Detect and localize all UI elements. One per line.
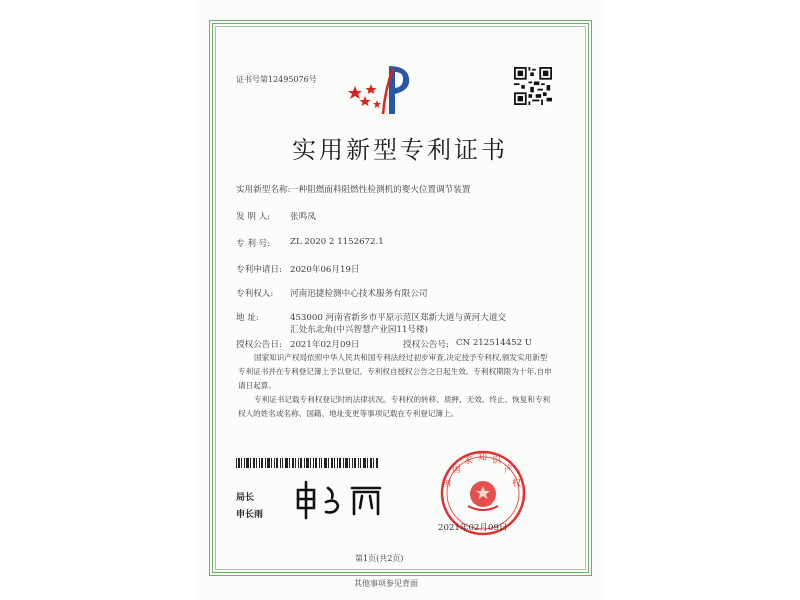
director-signature-icon bbox=[292, 480, 388, 520]
barcode-icon bbox=[236, 458, 378, 468]
certificate-title: 实用新型专利证书 bbox=[292, 136, 508, 164]
grant-number-label: 授权公告号: bbox=[403, 340, 449, 350]
filing-date-label: 专利申请日: bbox=[236, 265, 282, 275]
svg-text:国: 国 bbox=[442, 479, 452, 489]
director-title: 局长 bbox=[236, 493, 255, 503]
inventor-label: 发 明 人: bbox=[236, 212, 271, 222]
patent-number-label: 专 利 号: bbox=[236, 239, 271, 249]
legal-status-paragraph: 专利证书记载专利权登记时的法律状况。专利权的转移、质押、无效、终止、恢复和专利权人的姓名或名称、国籍、地址变更等事项记载在专利登记簿上。 bbox=[238, 395, 551, 418]
patent-number-value: ZL 2020 2 1152672.1 bbox=[290, 237, 384, 247]
filing-date-value: 2020年06月19日 bbox=[290, 265, 360, 275]
svg-text:产: 产 bbox=[504, 465, 514, 475]
utility-name-value: 一种阻燃面料阻燃性检测机的婴火位置调节装置 bbox=[290, 185, 471, 195]
svg-text:识: 识 bbox=[492, 456, 502, 466]
grant-date-value: 2021年02月09日 bbox=[290, 340, 360, 350]
seal-date: 2021年02月09日 bbox=[438, 523, 508, 533]
svg-text:知: 知 bbox=[478, 453, 488, 463]
utility-name-label: 实用新型名称: bbox=[236, 185, 291, 195]
certificate-number: 证书号第12495076号 bbox=[236, 75, 317, 84]
grant-statement-paragraph: 国家知识产权局依照中华人民共和国专利法经过初步审查,决定授予专利权,颁发实用新型专利证书并在专利登记簿上予以登记。专利权自授权公告之日起生效。专利权期限为十年,自申请日起算。 bbox=[238, 353, 552, 390]
page-indicator: 第1页(共2页) bbox=[355, 554, 404, 563]
grant-date-label: 授权公告日: bbox=[236, 340, 282, 350]
grant-number-value: CN 212514452 U bbox=[456, 338, 533, 348]
patent-office-logo-icon bbox=[345, 60, 425, 116]
director-name: 申长雨 bbox=[236, 510, 264, 520]
svg-text:权: 权 bbox=[512, 479, 522, 489]
address-label: 地 址: bbox=[236, 313, 259, 323]
address-line-2: 汇处东北角(中兴智慧产业园11号楼) bbox=[290, 325, 428, 335]
qr-code-icon bbox=[514, 67, 552, 105]
inventor-value: 张鸣凤 bbox=[290, 212, 316, 222]
patentee-value: 河南迅捷检测中心技术服务有限公司 bbox=[290, 289, 428, 299]
address-line-1: 453000 河南省新乡市平原示范区郑新大道与黄河大道交 bbox=[290, 313, 507, 323]
footer-note: 其他事项参见背面 bbox=[354, 579, 418, 588]
svg-text:国: 国 bbox=[452, 465, 462, 475]
patentee-label: 专利权人: bbox=[236, 289, 274, 299]
svg-text:家: 家 bbox=[464, 456, 474, 466]
